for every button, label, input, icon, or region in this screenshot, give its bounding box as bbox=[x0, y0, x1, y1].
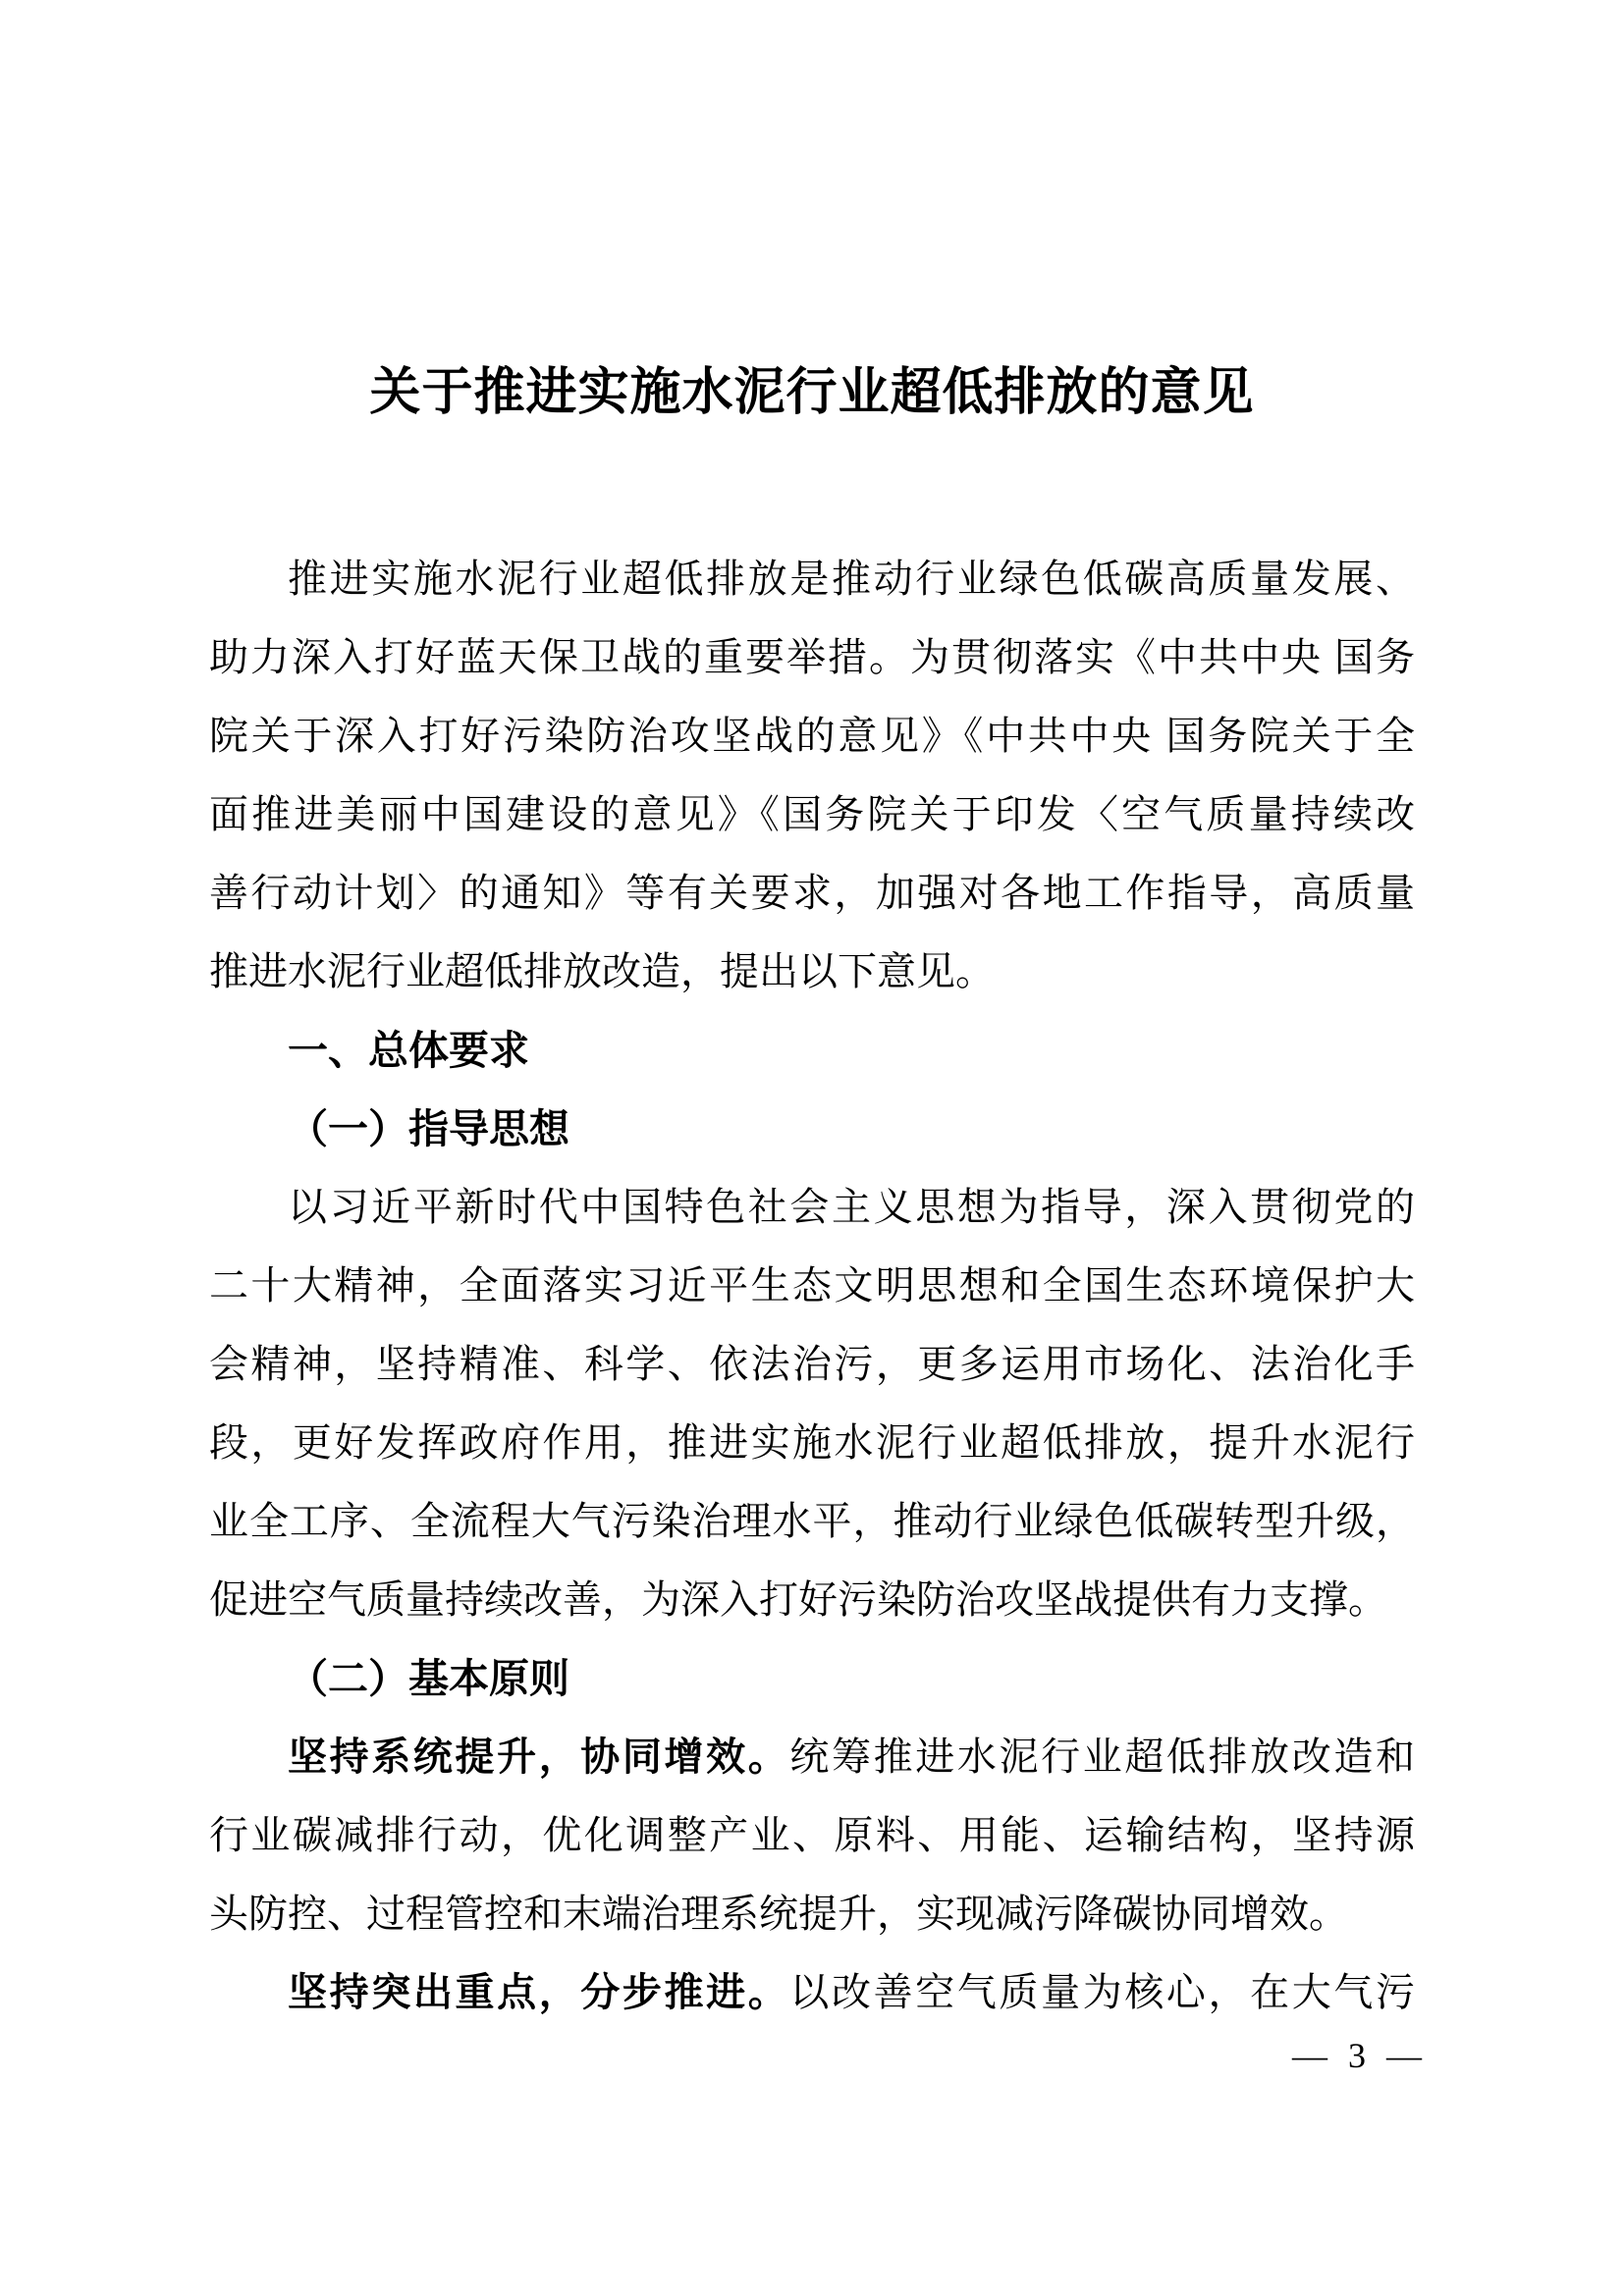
document-line: 头防控、过程管控和末端治理系统提升，实现减污降碳协同增效。 bbox=[209, 1892, 1348, 1936]
document-line: 助力深入打好蓝天保卫战的重要举措。为贯彻落实《中共中央 国务 bbox=[209, 635, 1415, 679]
document-line: 会精神，坚持精准、科学、依法治污，更多运用市场化、法治化手 bbox=[209, 1342, 1415, 1386]
document-line: 促进空气质量持续改善，为深入打好污染防治攻坚战提供有力支撑。 bbox=[209, 1577, 1387, 1622]
document-line: 二十大精神，全面落实习近平生态文明思想和全国生态环境保护大 bbox=[209, 1263, 1415, 1308]
document-line bbox=[209, 1953, 1415, 2032]
document-line: 推进实施水泥行业超低排放是推动行业绿色低碳高质量发展、 bbox=[288, 557, 1415, 601]
document-title: 关于推进实施水泥行业超低排放的意见 bbox=[369, 364, 1255, 421]
document-line: 行业碳减排行动，优化调整产业、原料、用能、运输结构，坚持源 bbox=[209, 1813, 1415, 1857]
document-line: 面推进美丽中国建设的意见》《国务院关于印发〈空气质量持续改 bbox=[209, 792, 1415, 836]
section-heading: （二）基本原则 bbox=[288, 1656, 569, 1701]
document-line: 以习近平新时代中国特色社会主义思想为指导，深入贯彻党的 bbox=[288, 1185, 1415, 1229]
lead-in-bold-text: 坚持突出重点，分步推进。 bbox=[288, 1971, 790, 2014]
body-text: 以改善空气质量为核心，在大气污 bbox=[789, 1970, 1416, 2014]
body-text: 统筹推进水泥行业超低排放改造和 bbox=[789, 1735, 1416, 1779]
document-body bbox=[209, 540, 1415, 2032]
document-line: 推进水泥行业超低排放改造，提出以下意见。 bbox=[209, 949, 995, 993]
section-heading: （一）指导思想 bbox=[288, 1106, 569, 1151]
page-number: — 3 — bbox=[1292, 2036, 1428, 2075]
document-line: 业全工序、全流程大气污染治理水平，推动行业绿色低碳转型升级， bbox=[209, 1499, 1415, 1543]
section-heading: 一、总体要求 bbox=[288, 1028, 529, 1073]
document-line: 院关于深入打好污染防治攻坚战的意见》《中共中央 国务院关于全 bbox=[209, 714, 1415, 758]
lead-in-bold-text: 坚持系统提升，协同增效。 bbox=[288, 1735, 790, 1779]
document-line: 善行动计划〉的通知》等有关要求，加强对各地工作指导，高质量 bbox=[209, 871, 1415, 915]
document-line: 段，更好发挥政府作用，推进实施水泥行业超低排放，提升水泥行 bbox=[209, 1420, 1415, 1465]
document-line bbox=[209, 1718, 1415, 1796]
